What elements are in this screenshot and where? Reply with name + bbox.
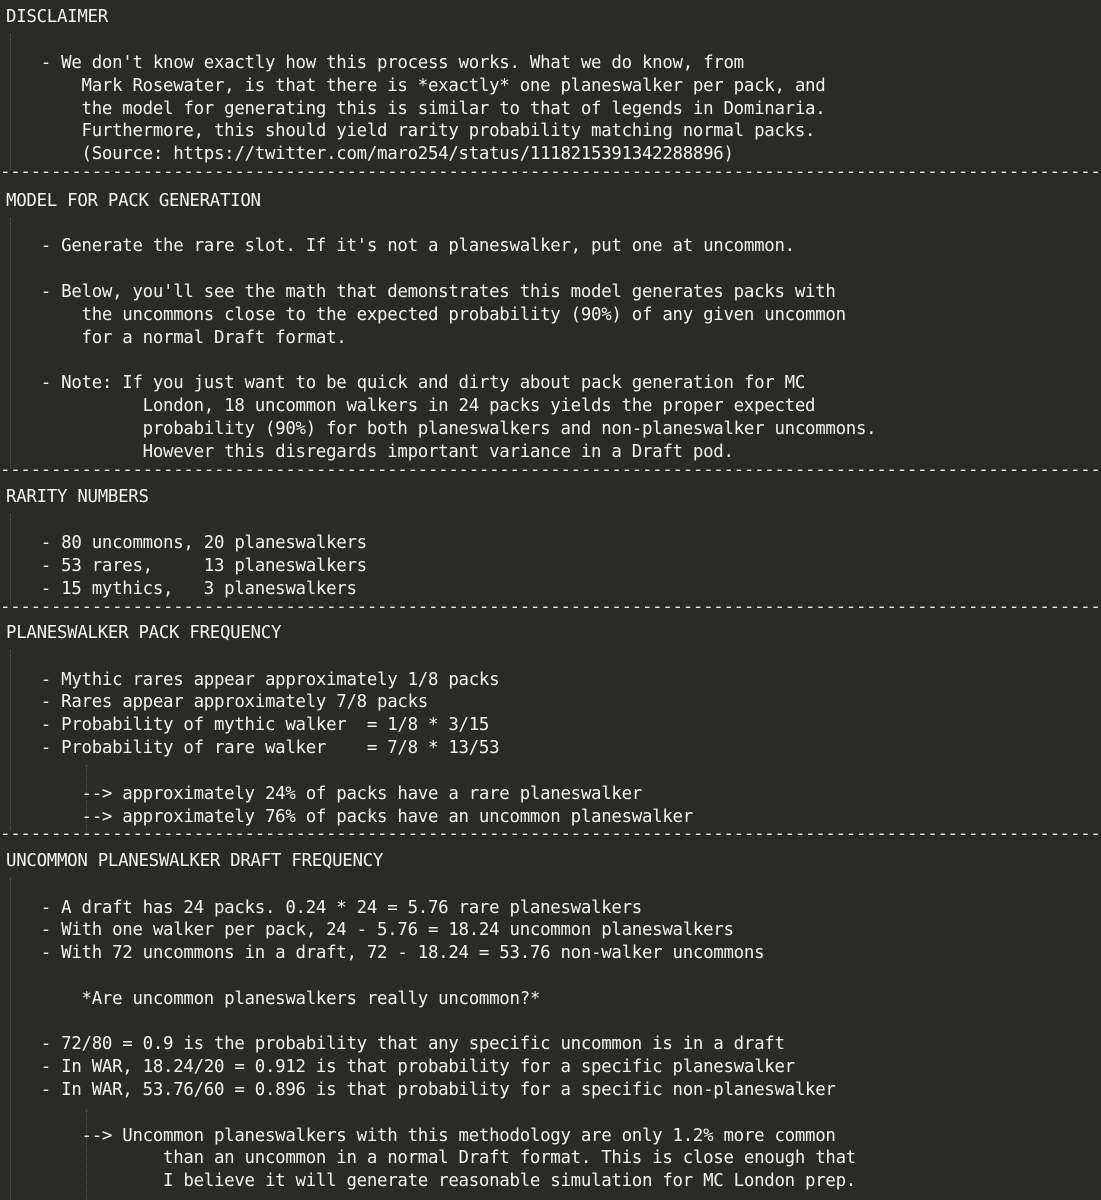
- text-line: - Note: If you just want to be quick and dirty about pack generation for MC: [0, 373, 806, 393]
- section-heading-disclaimer: DISCLAIMER: [6, 7, 108, 27]
- text-line: - Mythic rares appear approximately 1/8 packs: [0, 670, 500, 690]
- section-separator: ------------------------------------------------------------------------------------------------------------: [0, 824, 1101, 844]
- section-heading-draft-frequency: UNCOMMON PLANESWALKER DRAFT FREQUENCY: [6, 851, 384, 871]
- text-line: - 72/80 = 0.9 is the probability that any specific uncommon is in a draft: [0, 1034, 785, 1054]
- section-heading-model: MODEL FOR PACK GENERATION: [6, 191, 261, 211]
- text-line: London, 18 uncommon walkers in 24 packs yields the proper expected: [0, 396, 816, 416]
- text-line: - Generate the rare slot. If it's not a planeswalker, put one at uncommon.: [0, 236, 795, 256]
- text-line: I believe it will generate reasonable simulation for MC London prep.: [0, 1171, 856, 1191]
- section-separator: ------------------------------------------------------------------------------------------------------------: [0, 162, 1101, 182]
- section-heading-rarity: RARITY NUMBERS: [6, 487, 149, 507]
- text-line: --> approximately 24% of packs have a rare planeswalker: [0, 784, 642, 804]
- text-line: - Rares appear approximately 7/8 packs: [0, 692, 428, 712]
- text-line: - Below, you'll see the math that demonstrates this model generates packs with: [0, 282, 836, 302]
- text-line: - With 72 uncommons in a draft, 72 - 18.24 = 53.76 non-walker uncommons: [0, 943, 765, 963]
- text-line: - 80 uncommons, 20 planeswalkers: [0, 533, 367, 553]
- text-line: - In WAR, 18.24/20 = 0.912 is that probability for a specific planeswalker: [0, 1057, 795, 1077]
- text-line: (Source: https://twitter.com/maro254/status/1118215391342288896): [0, 144, 734, 164]
- section-separator: ------------------------------------------------------------------------------------------------------------: [0, 460, 1101, 480]
- text-line: - Probability of rare walker = 7/8 * 13/53: [0, 738, 500, 758]
- text-line: - 15 mythics, 3 planeswalkers: [0, 579, 357, 599]
- section-heading-pack-frequency: PLANESWALKER PACK FREQUENCY: [6, 623, 282, 643]
- text-line: - 53 rares, 13 planeswalkers: [0, 556, 367, 576]
- text-line: - A draft has 24 packs. 0.24 * 24 = 5.76 rare planeswalkers: [0, 898, 642, 918]
- text-line: - In WAR, 53.76/60 = 0.896 is that probability for a specific non-planeswalker: [0, 1080, 836, 1100]
- text-line: Furthermore, this should yield rarity probability matching normal packs.: [0, 121, 816, 141]
- text-line: probability (90%) for both planeswalkers and non-planeswalker uncommons.: [0, 419, 877, 439]
- text-line: than an uncommon in a normal Draft format. This is close enough that: [0, 1148, 856, 1168]
- text-line: --> Uncommon planeswalkers with this methodology are only 1.2% more common: [0, 1126, 836, 1146]
- section-separator: ------------------------------------------------------------------------------------------------------------: [0, 597, 1101, 617]
- text-line: - Probability of mythic walker = 1/8 * 3/15: [0, 715, 490, 735]
- text-line: Mark Rosewater, is that there is *exactly* one planeswalker per pack, and: [0, 76, 826, 96]
- text-line: - With one walker per pack, 24 - 5.76 = 18.24 uncommon planeswalkers: [0, 920, 734, 940]
- text-line: for a normal Draft format.: [0, 328, 347, 348]
- text-line: the uncommons close to the expected probability (90%) of any given uncommon: [0, 305, 846, 325]
- text-line: --> approximately 76% of packs have an uncommon planeswalker: [0, 807, 693, 827]
- text-line: - We don't know exactly how this process works. What we do know, from: [0, 53, 744, 73]
- text-line: However this disregards important variance in a Draft pod.: [0, 442, 734, 462]
- text-line: the model for generating this is similar to that of legends in Dominaria.: [0, 99, 826, 119]
- text-line: *Are uncommon planeswalkers really uncommon?*: [0, 989, 541, 1009]
